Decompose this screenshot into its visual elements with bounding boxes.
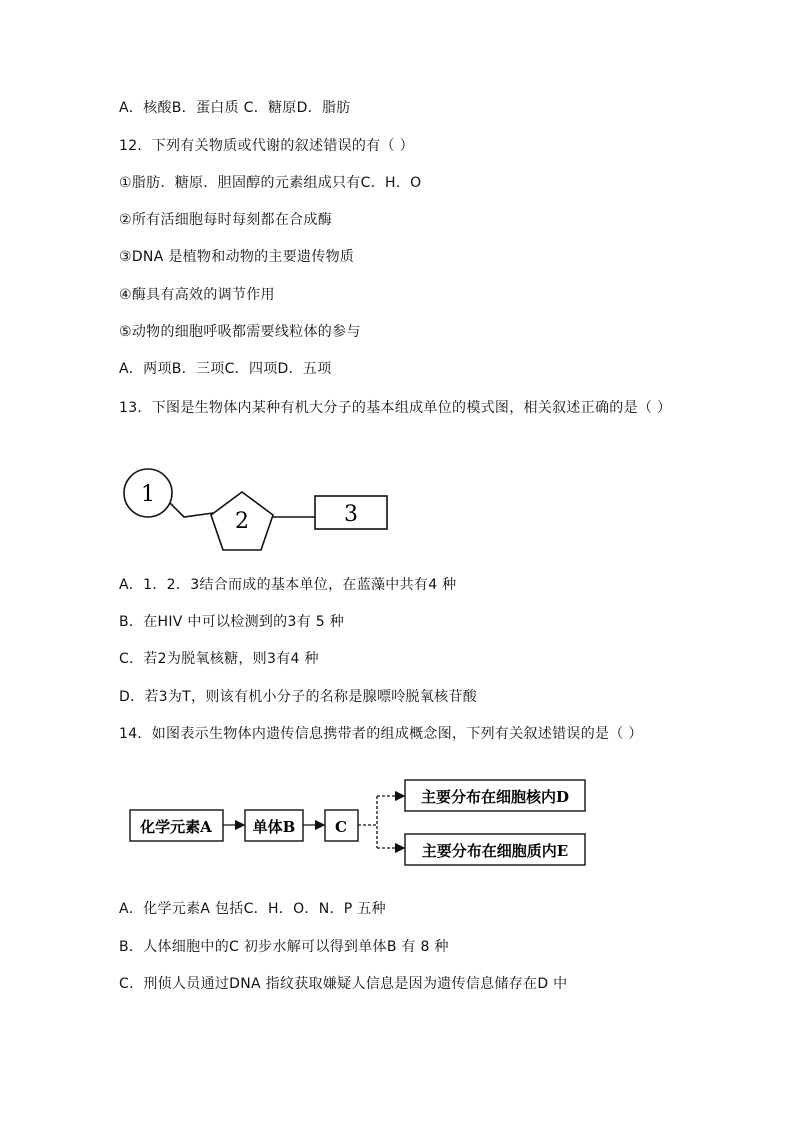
- box-a-label: 化学元素A: [140, 818, 212, 836]
- q12-statement-3: ③DNA 是植物和动物的主要遗传物质: [119, 249, 355, 265]
- q14-option-b: B．人体细胞中的C 初步水解可以得到单体B 有 8 种: [119, 939, 449, 955]
- q12-statement-5: ⑤动物的细胞呼吸都需要线粒体的参与: [119, 324, 361, 340]
- q13-option-b: B．在HIV 中可以检测到的3有 5 种: [119, 614, 345, 630]
- q14-option-a: A．化学元素A 包括C．H．O．N．P 五种: [119, 901, 386, 917]
- q12-options: A．两项B．三项C．四项D．五项: [119, 361, 332, 377]
- pentagon-label: 2: [235, 509, 249, 534]
- q13-option-d: D．若3为T，则该有机小分子的名称是腺嘌呤脱氧核苷酸: [119, 689, 478, 705]
- box-c-label: C: [335, 818, 347, 836]
- concept-map-diagram: [128, 775, 590, 870]
- q13-stem: 13．下图是生物体内某种有机大分子的基本组成单位的模式图，相关叙述正确的是（ ）: [119, 400, 672, 416]
- q12-stem: 12．下列有关物质或代谢的叙述错误的有（ ）: [119, 138, 414, 154]
- q13-option-a: A．1．2．3结合而成的基本单位，在蓝藻中共有4 种: [119, 577, 457, 593]
- box-b-label: 单体B: [252, 818, 296, 836]
- nucleotide-diagram: [118, 460, 398, 560]
- rect-label: 3: [344, 502, 358, 527]
- box-e-label: 主要分布在细胞质内E: [421, 842, 569, 860]
- q12-statement-2: ②所有活细胞每时每刻都在合成酶: [119, 212, 333, 228]
- q12-statement-1: ①脂肪．糖原．胆固醇的元素组成只有C．H．O: [119, 175, 422, 191]
- q14-stem: 14．如图表示生物体内遗传信息携带者的组成概念图，下列有关叙述错误的是（ ）: [119, 726, 643, 742]
- q14-option-c: C．刑侦人员通过DNA 指纹获取嫌疑人信息是因为遗传信息储存在D 中: [119, 976, 568, 992]
- q13-option-c: C．若2为脱氧核糖，则3有4 种: [119, 651, 319, 667]
- box-d-label: 主要分布在细胞核内D: [420, 788, 570, 806]
- circle-label: 1: [141, 482, 155, 507]
- connector-1-2: [170, 503, 213, 517]
- q11-options: A．核酸B．蛋白质 C．糖原D．脂肪: [119, 100, 351, 116]
- q12-statement-4: ④酶具有高效的调节作用: [119, 287, 275, 303]
